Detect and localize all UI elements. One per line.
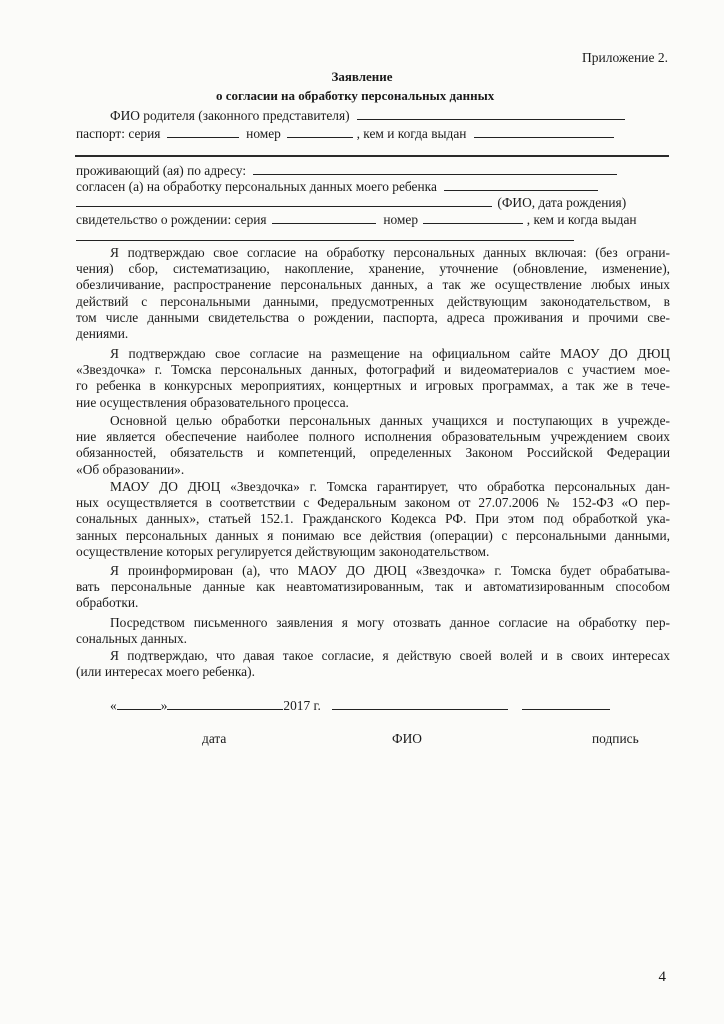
paragraph-line: Я подтверждаю свое согласие на размещение на официальном сайте МАОУ ДО ДЮЦ xyxy=(110,346,670,361)
birth-cert-issued-field[interactable] xyxy=(76,228,574,241)
page-number: 4 xyxy=(658,969,666,985)
paragraph-line: Я подтверждаю свое согласие на обработку персональных данных включая: (без ограни- xyxy=(110,245,670,260)
paragraph-consent-website xyxy=(76,346,670,411)
date-month-field[interactable] xyxy=(167,697,283,710)
paragraph-line: вать персональные данные как неавтоматизированным, так и автоматизированным способом xyxy=(76,579,670,595)
signature-caption: подпись xyxy=(592,731,639,746)
child-fio-row-2 xyxy=(76,194,626,211)
paragraph-purpose xyxy=(76,413,670,478)
paragraph-free-will xyxy=(76,648,670,680)
paragraph-line: дениями. xyxy=(76,326,129,342)
date-caption: дата xyxy=(202,731,227,746)
signer-fio-field[interactable] xyxy=(332,697,508,710)
paragraph-line: сональных данных. xyxy=(76,631,187,647)
document-subtitle: о согласии на обработку персональных данных xyxy=(216,88,495,103)
paragraph-line: Посредством письменного заявления я могу отозвать данное согласие на обработку пер- xyxy=(110,615,670,630)
paragraph-line: ных осуществляется в соответствии с Федеральным законом от 27.07.2006 № 152-ФЗ «О пер- xyxy=(76,495,670,511)
child-fio-field[interactable] xyxy=(444,178,598,191)
paragraph-line: занных персональных данных я понимаю все действия (операции) с персональными данными, xyxy=(76,527,670,543)
paragraph-line: обработки. xyxy=(76,595,139,611)
child-consent-label: согласен (а) на обработку персональных данных моего ребенка xyxy=(76,179,437,194)
document-title: Заявление xyxy=(331,69,393,84)
paragraph-line: МАОУ ДО ДЮЦ «Звездочка» г. Томска гарантирует, что обработка персональных дан- xyxy=(110,479,670,494)
paragraph-consent-processing xyxy=(76,245,670,342)
passport-number-label: номер xyxy=(246,126,281,141)
birth-cert-series-label: свидетельство о рождении: серия xyxy=(76,212,267,227)
birth-cert-row xyxy=(76,211,637,228)
passport-series-field[interactable] xyxy=(167,125,239,138)
paragraph-line: чения) сбор, систематизацию, накопление, хранение, уточнение (обновление, изменение), xyxy=(76,261,670,277)
passport-number-field[interactable] xyxy=(287,125,353,138)
parent-fio-field[interactable] xyxy=(357,107,625,120)
parent-fio-label: ФИО родителя (законного представителя) xyxy=(110,108,350,123)
paragraph-line: ние осуществления образовательного процесса. xyxy=(76,394,349,410)
birth-cert-series-field[interactable] xyxy=(272,211,376,224)
passport-series-label: паспорт: серия xyxy=(76,126,161,141)
birth-cert-issued-label: , кем и когда выдан xyxy=(526,212,637,227)
divider-line xyxy=(75,155,669,157)
paragraph-line: осуществление которых регулируется действующим законодательством. xyxy=(76,543,490,559)
date-quote-close: » xyxy=(160,698,168,713)
paragraph-line: (или интересах моего ребенка). xyxy=(76,664,255,680)
birth-cert-number-field[interactable] xyxy=(423,211,523,224)
child-fio-hint: (ФИО, дата рождения) xyxy=(497,195,627,210)
paragraph-guarantee xyxy=(76,479,670,560)
address-field[interactable] xyxy=(253,162,617,175)
paragraph-line: обезличивание, распространение персональных данных, а так же осуществление любых иных xyxy=(76,277,670,293)
passport-issued-field[interactable] xyxy=(474,125,614,138)
date-quote-open: « xyxy=(110,698,117,713)
date-day-field[interactable] xyxy=(117,697,161,710)
paragraph-line: Я проинформирован (а), что МАОУ ДО ДЮЦ «Звездочка» г. Томска будет обрабатыва- xyxy=(110,563,670,578)
fio-caption: ФИО xyxy=(392,731,422,746)
birth-cert-issued-row xyxy=(76,228,574,245)
paragraph-line: обязанностей, обязательств и компетенций, определенных Законом Российской Федерации xyxy=(76,445,670,461)
paragraph-line: «Об образовании». xyxy=(76,461,185,477)
paragraph-line: «Звездочка» г. Томска персональных данных, фотографий и видеоматериалов с участием мое- xyxy=(76,362,670,378)
child-consent-row xyxy=(76,178,598,195)
address-row xyxy=(76,162,617,179)
signature-field[interactable] xyxy=(522,697,610,710)
date-year: 2017 г. xyxy=(283,698,321,713)
paragraph-line: ние является обеспечение наиболее полного исполнения образовательным учреждением своих xyxy=(76,429,670,445)
paragraph-line: го ребенка в конкурсных мероприятиях, концертных и игровых программах, а так же в тече- xyxy=(76,378,670,394)
paragraph-line: Я подтверждаю, что давая такое согласие, я действую своей волей и в своих интересах xyxy=(110,648,670,663)
birth-cert-number-label: номер xyxy=(383,212,419,227)
paragraph-line: сональных данных», статьей 152.1. Гражданского Кодекса РФ. При этом под обработкой ука- xyxy=(76,511,670,527)
passport-issued-label: , кем и когда выдан xyxy=(356,126,467,141)
parent-fio-row xyxy=(110,107,625,124)
paragraph-line: Основной целью обработки персональных данных учащихся и поступающих в учрежде- xyxy=(110,413,670,428)
address-label: проживающий (ая) по адресу: xyxy=(76,163,247,178)
signature-row xyxy=(110,697,610,714)
paragraph-line: действий с персональными данными, предусмотренных действующим законодательством, в xyxy=(76,293,670,309)
passport-row xyxy=(76,125,614,142)
child-fio-field-2[interactable] xyxy=(76,194,492,207)
paragraph-informed xyxy=(76,563,670,612)
paragraph-line: том числе данными свидетельства о рождении, паспорта, адреса проживания и прочими све- xyxy=(76,309,670,325)
paragraph-revoke xyxy=(76,615,670,647)
appendix-label: Приложение 2. xyxy=(582,50,668,65)
